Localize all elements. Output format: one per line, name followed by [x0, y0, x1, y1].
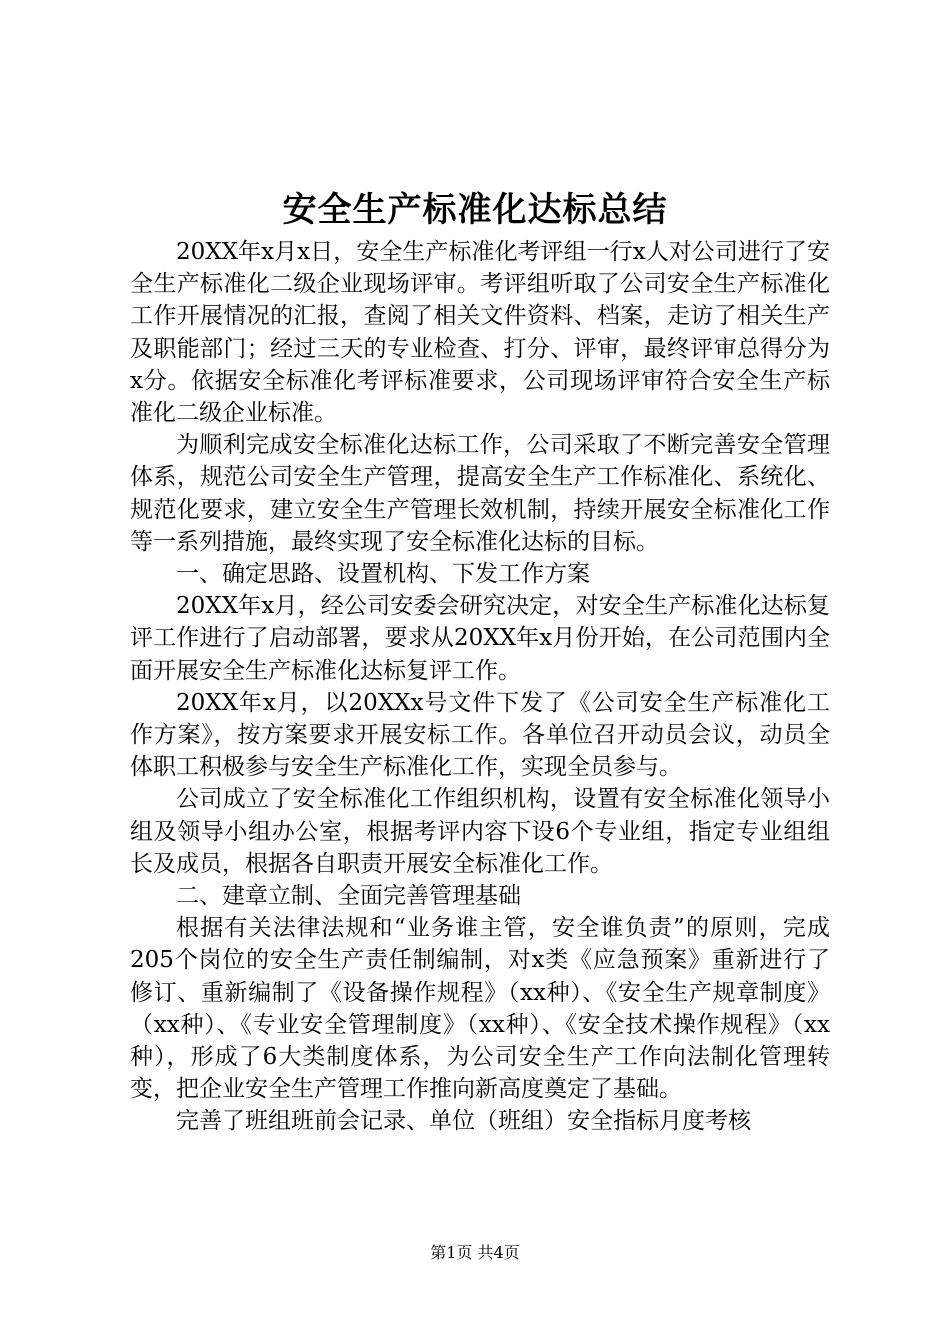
document-body	[130, 236, 830, 1138]
paragraph: 完善了班组班前会记录、单位（班组）安全指标月度考核	[176, 1108, 751, 1135]
section-heading: 二、建章立制、全面完善管理基础	[176, 883, 521, 910]
paragraph: 20XX年x月，以20XXx号文件下发了《公司安全生产标准化工作方案》，按方案要求开展安标工作。各单位召开动员会议，动员全体职工积极参与安全生产标准化工作，实现全员参与。	[130, 689, 830, 781]
document-title: 安全生产标准化达标总结	[282, 190, 668, 230]
paragraph: 为顺利完成安全标准化达标工作，公司采取了不断完善安全管理体系，规范公司安全生产管理，提高安全生产工作标准化、系统化、规范化要求，建立安全生产管理长效机制，持续开展安全标准化工作等一系列措施，最终实现了安全标准化达标的目标。	[130, 432, 830, 555]
paragraph: 根据有关法律法规和“业务谁主管，安全谁负责”的原则，完成205个岗位的安全生产责任制编制，对x类《应急预案》重新进行了修订、重新编制了《设备操作规程》（xx种）、《安全生产规章制度》（xx种）、《专业安全管理制度》（xx种）、《安全技术操作规程》（xx种），形成了6大类制度体系，为公司安全生产工作向法制化管理转变，把企业安全生产管理工作推向新高度奠定了基础。	[130, 915, 830, 1103]
paragraph: 20XX年x月x日，安全生产标准化考评组一行x人对公司进行了安全生产标准化二级企业现场评审。考评组听取了公司安全生产标准化工作开展情况的汇报，查阅了相关文件资料、档案，走访了相关生产及职能部门；经过三天的专业检查、打分、评审，最终评审总得分为x分。依据安全标准化考评标准要求，公司现场评审符合安全生产标准化二级企业标准。	[130, 239, 830, 427]
paragraph: 20XX年x月，经公司安委会研究决定，对安全生产标准化达标复评工作进行了启动部署，要求从20XX年x月份开始，在公司范围内全面开展安全生产标准化达标复评工作。	[130, 593, 830, 684]
page-number-footer: 第1页 共4页	[430, 1243, 520, 1262]
section-heading: 一、确定思路、设置机构、下发工作方案	[176, 561, 590, 588]
paragraph: 公司成立了安全标准化工作组织机构，设置有安全标准化领导小组及领导小组办公室，根据考评内容下设6个专业组，指定专业组组长及成员，根据各自职责开展安全标准化工作。	[130, 786, 830, 877]
